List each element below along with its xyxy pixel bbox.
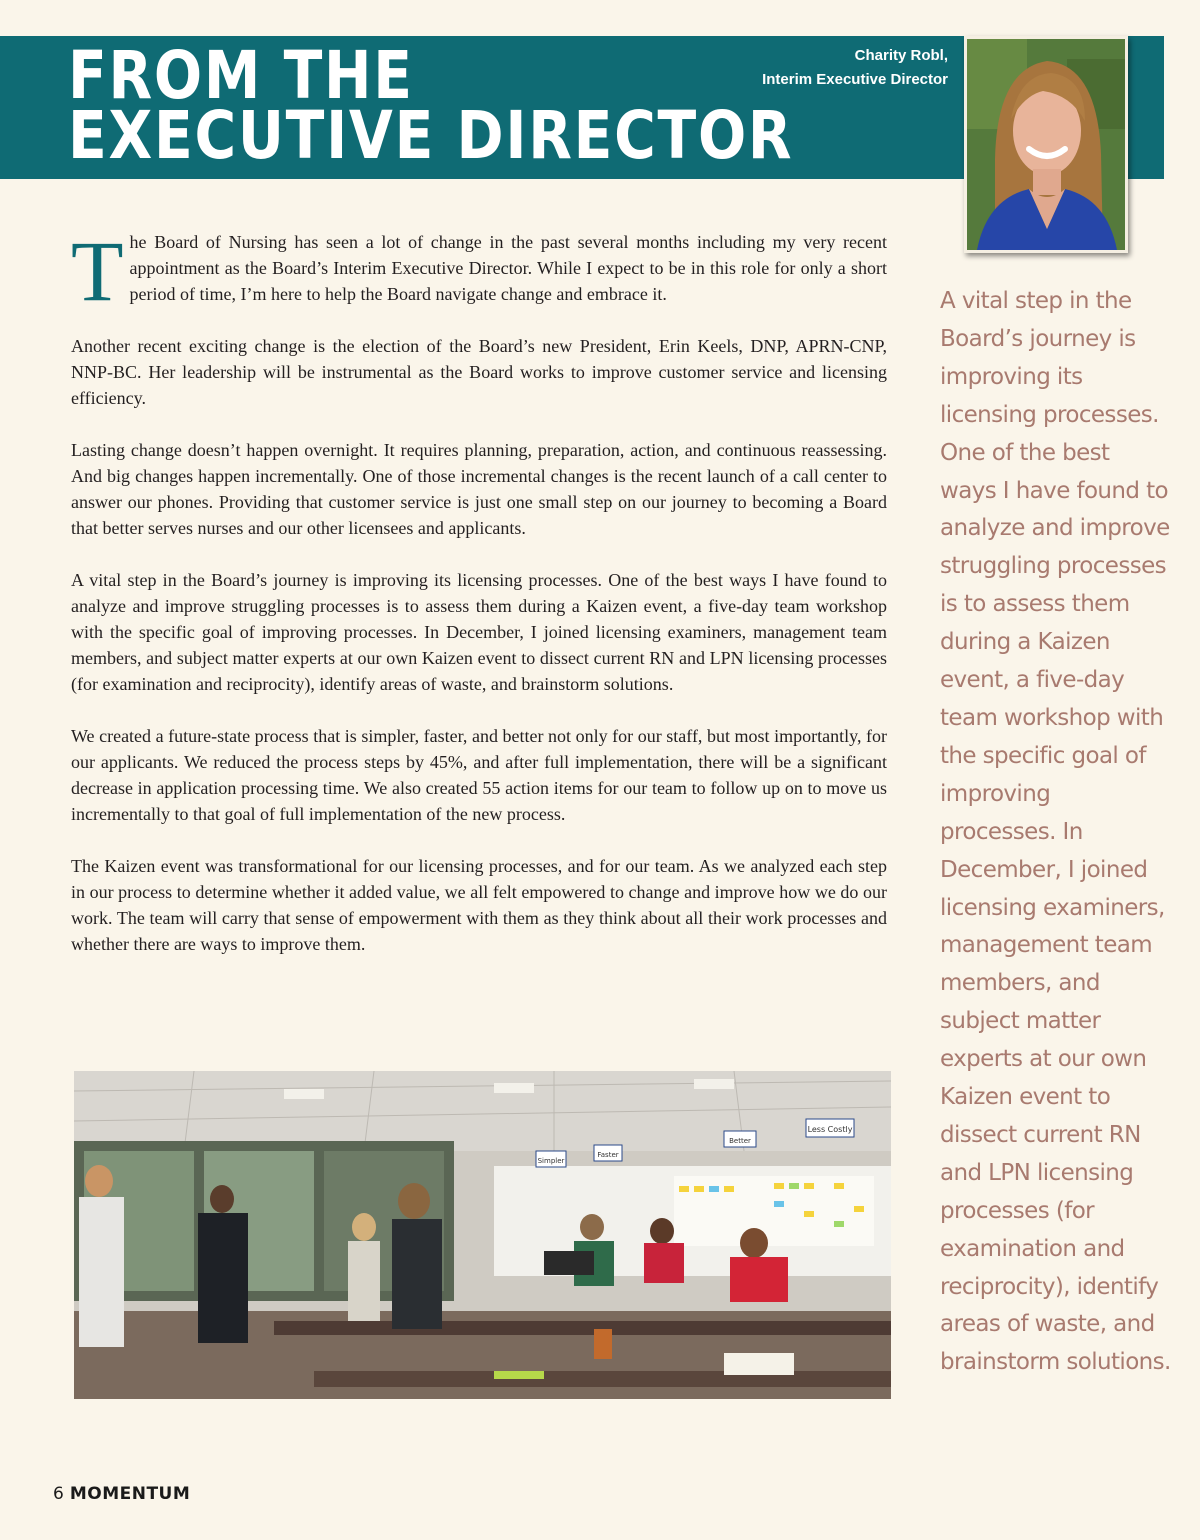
page-number: 6 — [53, 1484, 64, 1504]
author-name: Charity Robl, — [854, 47, 948, 64]
article-paragraph — [71, 223, 887, 319]
page-footer — [53, 1484, 190, 1504]
article-paragraph: Another recent exciting change is the election of the Board’s new President, Erin Keels, DNP, APRN-CNP, NNP-BC. Her leadership will be instrumental as the Board works to improve customer service and licensing efficiency. — [71, 336, 887, 408]
author-title: Interim Executive Director — [762, 71, 948, 88]
sign-simpler: Simpler — [537, 1157, 565, 1165]
sign-faster: Faster — [597, 1151, 619, 1159]
paragraph-text: he Board of Nursing has seen a lot of change in the past several months including my very recent appointment as the Board’s Interim Executive Director. While I expect to be in this role for only a short period of time, I’m here to help the Board navigate change and embrace it. — [129, 232, 887, 304]
article-paragraph: Lasting change doesn’t happen overnight. It requires planning, preparation, action, and continuous reassessing. And big changes happen incrementally. One of those incremental changes is the recent launch of a call center to answer our phones. Providing that customer service is just one small step on our journey to becoming a Board that better serves nurses and our other licensees and applicants. — [71, 440, 887, 538]
article-paragraph: The Kaizen event was transformational for our licensing processes, and for our team. As we analyzed each step in our process to determine whether it added value, we all felt empowered to change and improve how we do our work. The team will carry that sense of empowerment with them as they think about all their work processes and whether there are ways to improve them. — [71, 856, 887, 954]
page-title — [68, 37, 794, 174]
portrait-illustration — [967, 39, 1125, 250]
photo-illustration — [74, 1071, 891, 1399]
sign-less-costly: Less Costly — [807, 1125, 853, 1134]
page-title-line2: EXECUTIVE DIRECTOR — [68, 97, 794, 174]
article-body — [71, 223, 887, 983]
kaizen-event-photo — [74, 1071, 891, 1399]
article-paragraph: A vital step in the Board’s journey is improving its licensing processes. One of the best ways I have found to analyze and improve struggling processes is to assess them during a Kaizen event, a five-day team workshop with the specific goal of improving processes. In December, I joined licensing examiners, management team members, and subject matter experts at our own Kaizen event to dissect current RN and LPN licensing processes (for examination and reciprocity), identify areas of waste, and brainstorm solutions. — [71, 570, 887, 694]
page-title-line1: FROM THE — [68, 37, 414, 114]
author-byline — [762, 44, 948, 92]
pull-quote: A vital step in the Board’s journey is improving its licensing processes. One of the best ways I have found to analyze and improve struggling processes is to assess them during a Kaizen event, a five-day team workshop with the specific goal of improving processes. In December, I joined licensing examiners, management team members, and subject matter experts at our own Kaizen event to dissect current RN and LPN licensing processes (for examination and reciprocity), identify areas of waste, and brainstorm solutions. — [940, 288, 1171, 1376]
drop-cap: T — [71, 223, 124, 319]
sign-better: Better — [729, 1137, 751, 1145]
author-portrait-photo — [964, 36, 1128, 253]
magazine-name: MOMENTUM — [69, 1484, 191, 1504]
article-paragraph: We created a future-state process that is simpler, faster, and better not only for our staff, but most importantly, for our applicants. We reduced the process steps by 45%, and after full implementation, there will be a significant decrease in application processing time. We also created 55 action items for our team to follow up on to move us incrementally to that goal of full implementation of the new process. — [71, 726, 887, 824]
